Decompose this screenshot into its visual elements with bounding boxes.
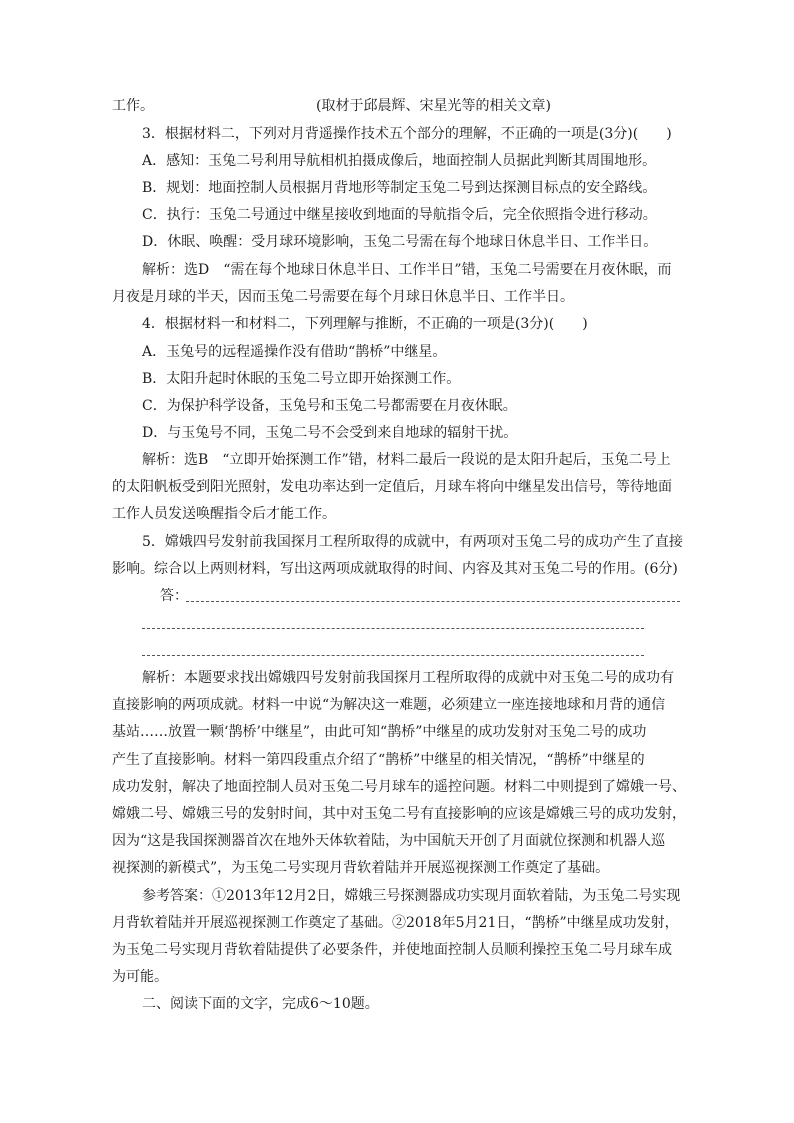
q4-analysis-line-2: 的太阳帆板受到阳光照射，发电功率达到一定值后，月球车将向中继星发出信号，等待地面 bbox=[112, 479, 672, 495]
q5-analysis-line-5: 成功发射，解决了地面控制人员对玉兔二号月球车的遥控问题。材料二中则提到了嫦娥一号、 bbox=[112, 779, 686, 795]
q4-option-d: D．与玉兔号不同，玉兔二号不会受到来自地球的辐射干扰。 bbox=[142, 425, 518, 441]
q4-option-b: B．太阳升起时休眠的玉兔二号立即开始探测工作。 bbox=[142, 371, 461, 387]
q5-stem-line-2: 影响。综合以上两则材料，写出这两项成就取得的时间、内容及其对玉兔二号的作用。(6分) bbox=[112, 561, 678, 577]
q5-analysis-line-1: 解析：本题要求找出嫦娥四号发射前我国探月工程所取得的成就中对玉兔二号的成功有 bbox=[142, 670, 674, 686]
q5-reference-line-2: 月背软着陆并开展巡视探测工作奠定了基础。②2018年5月21日，“鹊桥”中继星成功发射， bbox=[112, 915, 679, 931]
q5-stem-line-1: 5．嫦娥四号发射前我国探月工程所取得的成就中，有两项对玉兔二号的成功产生了直接 bbox=[142, 534, 683, 550]
q4-analysis-line-1: 解析：选B “立即开始探测工作”错，材料二最后一段说的是太阳升起后，玉兔二号上 bbox=[142, 452, 671, 468]
q5-reference-line-4: 为可能。 bbox=[112, 969, 168, 985]
q5-reference-line-1: 参考答案：①2013年12月2日，嫦娥三号探测器成功实现月面软着陆，为玉兔二号实现 bbox=[142, 888, 681, 904]
answer-line-3[interactable] bbox=[142, 655, 644, 656]
q5-analysis-line-4: 产生了直接影响。材料一第四段重点介绍了“鹊桥”中继星的相关情况，“鹊桥”中继星的 bbox=[112, 752, 645, 768]
q4-analysis-line-3: 工作人员发送唤醒指令后才能工作。 bbox=[112, 506, 336, 522]
q3-option-a: A．感知：玉兔二号利用导航相机拍摄成像后，地面控制人员据此判断其周围地形。 bbox=[142, 153, 657, 169]
source-citation: (取材于邱晨辉、宋星光等的相关文章) bbox=[316, 98, 551, 114]
answer-line-1[interactable] bbox=[186, 601, 680, 602]
q4-option-a: A．玉兔号的远程遥操作没有借助“鹊桥”中继星。 bbox=[142, 344, 447, 360]
q3-option-d: D．休眠、唤醒：受月球环境影响，玉兔二号需在每个地球日休息半日、工作半日。 bbox=[142, 234, 658, 250]
q3-option-b: B．规划：地面控制人员根据月背地形等制定玉兔二号到达探测目标点的安全路线。 bbox=[142, 180, 657, 196]
q3-analysis-line-2: 月夜是月球的半天，因而玉兔二号需要在每个月球日休息半日、工作半日。 bbox=[112, 289, 574, 305]
q5-analysis-line-7: 因为“这是我国探测器首次在地外天体软着陆，为中国航天开创了月面就位探测和机器人巡 bbox=[112, 833, 666, 849]
q4-stem: 4．根据材料一和材料二，下列理解与推断，不正确的一项是(3分)( ) bbox=[142, 316, 588, 332]
q5-analysis-line-8: 视探测的新模式”，为玉兔二号实现月背软着陆并开展巡视探测工作奠定了基础。 bbox=[112, 860, 610, 876]
q5-analysis-line-6: 嫦娥二号、嫦娥三号的发射时间，其中对玉兔二号有直接影响的应该是嫦娥三号的成功发射， bbox=[112, 806, 686, 822]
q5-reference-line-3: 为玉兔二号实现月背软着陆提供了必要条件，并使地面控制人员顺利操控玉兔二号月球车成 bbox=[112, 942, 672, 958]
q5-analysis-line-3: 基站……放置一颗‘鹊桥’中继星”，由此可知“鹊桥”中继星的成功发射对玉兔二号的成功 bbox=[112, 724, 647, 740]
answer-line-2[interactable] bbox=[142, 628, 644, 629]
q3-analysis-line-1: 解析：选D “需在每个地球日休息半日、工作半日”错，玉兔二号需要在月夜休眠，而 bbox=[142, 262, 672, 278]
top-line bbox=[112, 92, 688, 120]
top-prefix: 工作。 bbox=[112, 98, 154, 114]
q5-analysis-line-2: 直接影响的两项成就。材料一中说“为解决这一难题，必须建立一座连接地球和月背的通信 bbox=[112, 697, 666, 713]
q3-stem: 3．根据材料二，下列对月背遥操作技术五个部分的理解，不正确的一项是(3分)( ) bbox=[142, 126, 672, 142]
section-two-heading: 二、阅读下面的文字，完成6～10题。 bbox=[142, 996, 379, 1012]
q3-option-c: C．执行：玉兔二号通过中继星接收到地面的导航指令后，完全依照指令进行移动。 bbox=[142, 207, 657, 223]
answer-label: 答： bbox=[160, 588, 188, 604]
q4-option-c: C．为保护科学设备，玉兔号和玉兔二号都需要在月夜休眠。 bbox=[142, 398, 517, 414]
